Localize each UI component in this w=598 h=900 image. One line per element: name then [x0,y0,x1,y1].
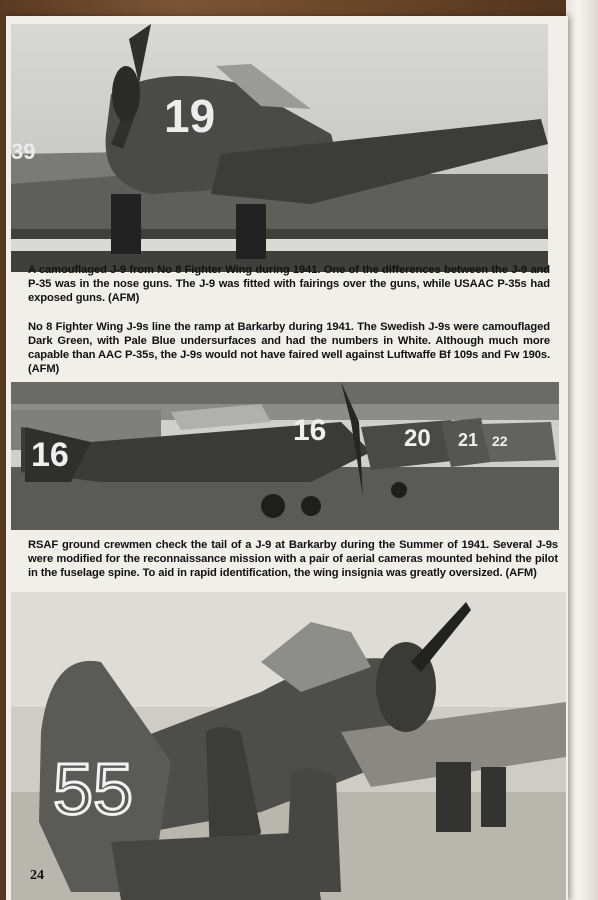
page-edge [566,0,598,900]
photo-j9-number-19 [11,24,548,272]
caption-1: A camouflaged J-9 from No 8 Fighter Wing during 1941. One of the differences between the J-9 and P-35 was in the nose guns. The J-9 was fitted with fairings over the guns, while USAAC P-35s had exposed guns. (AFM) [28,264,550,304]
aircraft-number: 20 [404,425,431,452]
page-number: 24 [30,868,44,883]
caption-2: No 8 Fighter Wing J-9s line the ramp at Barkarby during 1941. The Swedish J-9s were camouflaged Dark Green, with Pale Blue undersurfaces and had the numbers in White. Although much more capable than AAC P-35s, the J-9s would not have faired well against Luftwaffe Bf 109s and Fw 190s. (AFM) [28,321,550,375]
aircraft-number: 39 [11,139,36,164]
caption-3: RSAF ground crewmen check the tail of a J-9 at Barkarby during the Summer of 1941. Several J-9s were modified for the reconnaissance mission with a pair of aerial cameras mounted behind the pilot in the fuselage spine. To aid in rapid identification, the wing insignia was greatly oversized. (AFM) [28,539,558,579]
aircraft-number: 16 [293,414,327,447]
aircraft-number: 16 [31,436,69,474]
photo-j9-number-55 [11,592,566,900]
aircraft-number: 22 [492,433,508,449]
aircraft-number: 19 [164,90,216,142]
aircraft-number: 21 [458,430,479,450]
photo-j9-lineup [11,382,559,530]
aircraft-number: 55 [53,750,134,830]
